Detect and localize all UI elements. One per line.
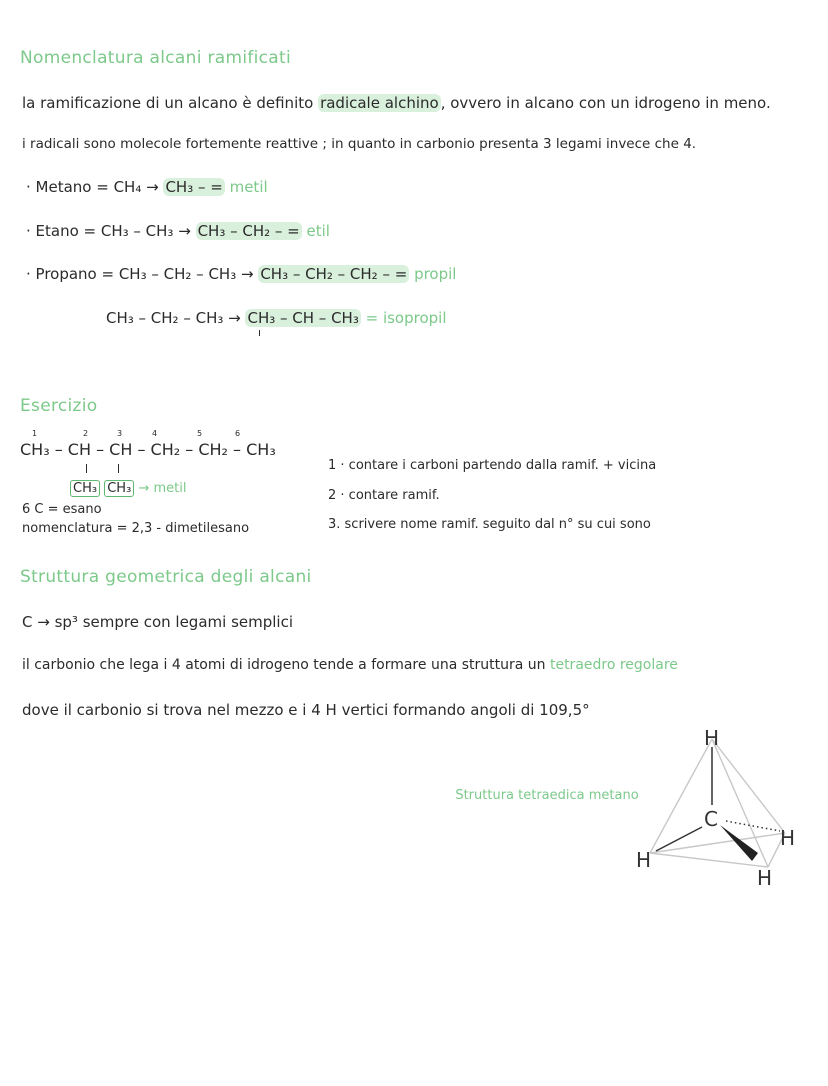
carbon-number-5: 5 — [197, 429, 203, 438]
structure-line-2-text: il carbonio che lega i 4 atomi di idrogeno tende a formare una struttura un — [22, 657, 550, 673]
nomenclatura-result: nomenclatura = 2,3 - dimetilesano — [22, 521, 250, 536]
exercise-step-1: 1 · contare i carboni partendo dalla ramif. + vicina — [328, 458, 657, 473]
exercise-title: Esercizio — [20, 396, 98, 416]
carbon-number-1: 1 — [32, 429, 38, 438]
structure-line-1: C → sp³ sempre con legami semplici — [22, 613, 293, 631]
h-right: H — [780, 826, 796, 850]
etano-label: · Etano = CH₃ – CH₃ → — [26, 222, 196, 240]
branch-bond-1 — [86, 464, 87, 473]
dash-bond — [726, 821, 780, 831]
branch-methyl-2: CH₃ — [104, 480, 134, 497]
h-left: H — [636, 848, 652, 872]
metano-name: metil — [224, 178, 268, 196]
page-title: Nomenclatura alcani ramificati — [20, 48, 292, 68]
exercise-chain: CH₃ – CH – CH – CH₂ – CH₂ – CH₃ — [20, 440, 276, 459]
intro-highlight: radicale alchino — [320, 94, 439, 112]
diagram-caption: Struttura tetraedica metano — [455, 788, 639, 803]
structure-title: Struttura geometrica degli alcani — [20, 567, 312, 587]
c-center: C — [704, 807, 718, 831]
iso-radical: CH₃ – CH – CH₃ — [247, 309, 359, 327]
branch-bond-2 — [118, 464, 119, 473]
carbon-number-6: 6 — [235, 429, 241, 438]
propano-radical: CH₃ – CH₂ – CH₂ – = — [260, 265, 408, 283]
h-top: H — [704, 726, 720, 750]
tetraedro-term: tetraedro regolare — [549, 657, 678, 673]
propano-name: propil — [409, 265, 457, 283]
iso-label: CH₃ – CH₂ – CH₃ → — [106, 309, 246, 327]
metano-radical: CH₃ – = — [165, 178, 223, 196]
iso-branch-bond — [259, 330, 260, 336]
edge-top-left — [650, 739, 712, 853]
intro-line-1 — [22, 94, 771, 112]
carbon-count: 6 C = esano — [22, 502, 102, 517]
branch-row — [70, 480, 186, 497]
metano-label: · Metano = CH₄ → — [26, 178, 164, 196]
etano-row — [26, 222, 330, 240]
branch-methyl-1: CH₃ — [70, 480, 100, 497]
iso-name: = isopropil — [360, 309, 447, 327]
edge-top-right — [712, 739, 785, 833]
intro-text-post: , ovvero in alcano con un idrogeno in meno. — [440, 94, 771, 112]
intro-text-pre: la ramificazione di un alcano è definito — [22, 94, 319, 112]
structure-line-2 — [22, 657, 678, 673]
structure-line-3: dove il carbonio si trova nel mezzo e i 4 H vertici formando angoli di 109,5° — [22, 701, 590, 719]
carbon-number-2: 2 — [83, 429, 89, 438]
metano-row — [26, 178, 268, 196]
exercise-step-2: 2 · contare ramif. — [328, 488, 440, 503]
isopropil-row — [106, 309, 447, 327]
tetrahedron-edges — [650, 739, 785, 867]
propano-label: · Propano = CH₃ – CH₂ – CH₃ → — [26, 265, 259, 283]
intro-line-2: i radicali sono molecole fortemente reattive ; in quanto in carbonio presenta 3 legami invece che 4. — [22, 136, 697, 152]
etano-radical: CH₃ – CH₂ – = — [197, 222, 300, 240]
h-front: H — [757, 866, 773, 890]
etano-name: etil — [301, 222, 330, 240]
carbon-number-4: 4 — [152, 429, 158, 438]
propano-row — [26, 265, 456, 283]
carbon-number-3: 3 — [117, 429, 123, 438]
branch-label: → metil — [138, 481, 187, 496]
tetrahedron-diagram — [630, 725, 820, 890]
edge-top-front — [712, 739, 768, 867]
exercise-step-3: 3. scrivere nome ramif. seguito dal n° su cui sono — [328, 517, 651, 532]
